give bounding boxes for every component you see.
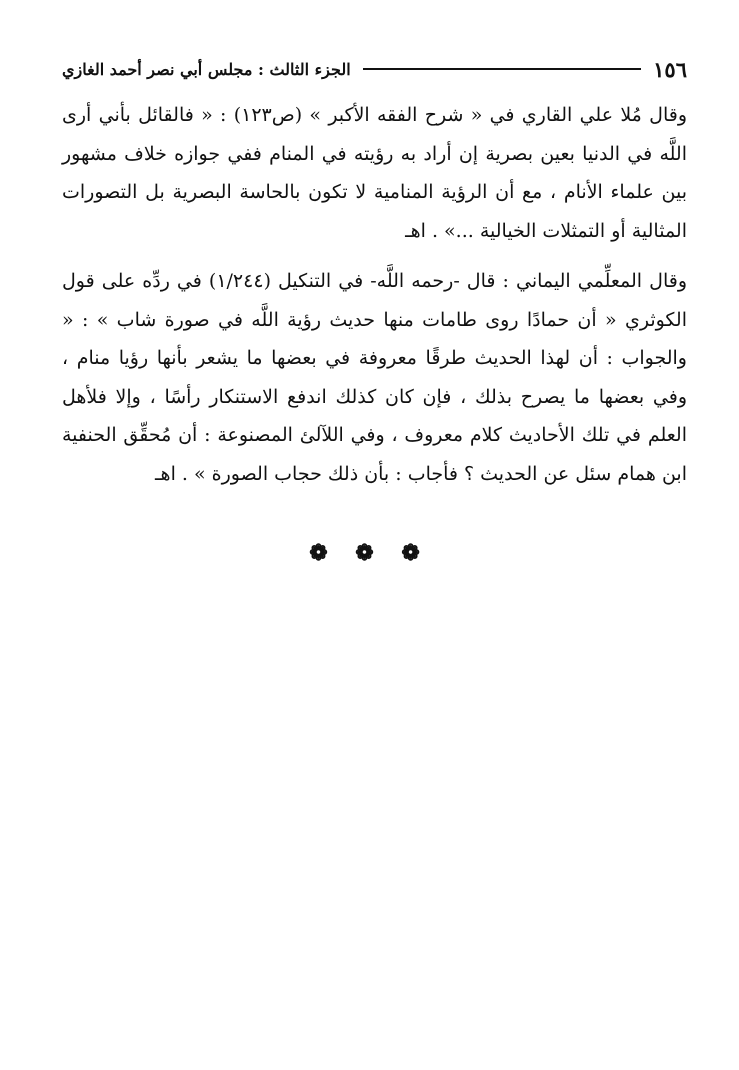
running-title: الجزء الثالث : مجلس أبي نصر أحمد الغازي	[62, 59, 351, 79]
section-divider-stars: ❁ ❁ ❁	[309, 540, 430, 566]
page-header	[62, 52, 687, 86]
paragraph-qari-quote: وقال مُلا علي القاري في « شرح الفقه الأكبر » (ص١٢٣) : « فالقائل بأني أرى اللَّه في الدنيا بعين بصرية إن أراد به رؤيته في المنام ففي جوازه خلاف مشهور بين علماء الأنام ، مع أن الرؤية المنامية لا تكون بالحاسة البصرية بل التصورات المثالية أو التمثلات الخيالية ...» . اهـ	[62, 104, 687, 242]
page-body	[62, 96, 687, 493]
header-rule	[363, 68, 642, 70]
paragraph-muallimi-quote: وقال المعلِّمي اليماني : قال -رحمه اللَّه- في التنكيل (١/٢٤٤) في ردِّه على قول الكوثري « أن حمادًا روى طامات منها حديث رؤية اللَّه في صورة شاب » : « والجواب : أن لهذا الحديث طرقًا معروفة في بعضها ما يشعر بأنها رؤيا منام ، وفي بعضها ما يصرح بذلك ، فإن كان كذلك اندفع الاستنكار رأسًا ، وإلا فلأهل العلم في تلك الأحاديث كلام معروف ، وفي اللآلئ المصنوعة : أن مُحقِّق الحنفية ابن همام سئل عن الحديث ؟ فأجاب : بأن ذلك حجاب الصورة » . اهـ	[62, 270, 687, 485]
page-number: ١٥٦	[653, 56, 687, 82]
